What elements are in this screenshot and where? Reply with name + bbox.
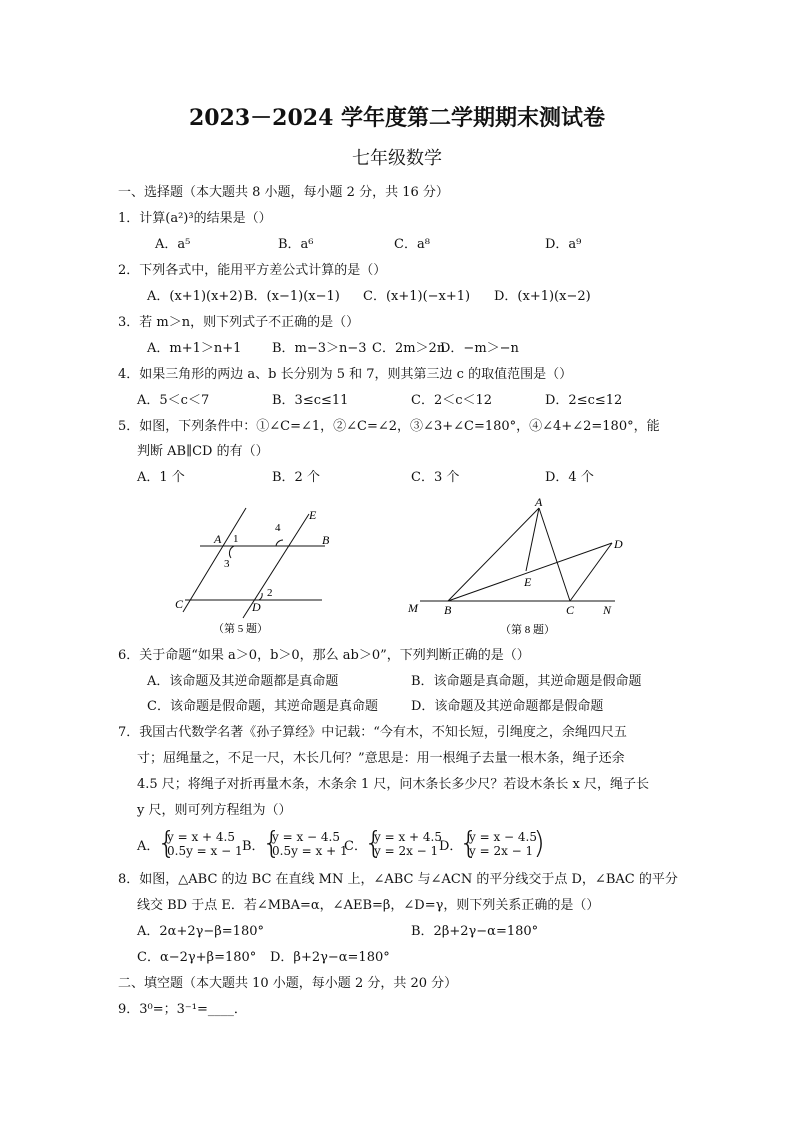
- section-heading-fill: 二、填空题（本大题共 10 小题，每小题 2 分，共 20 分）: [118, 976, 458, 991]
- q7-option-a-label: A．: [137, 839, 160, 854]
- q8-option-b: B．2β+2γ−α=180°: [411, 924, 539, 939]
- q1-option-a: A．a⁵: [155, 237, 191, 252]
- section-heading-choice: 一、选择题（本大题共 8 小题，每小题 2 分，共 16 分）: [118, 185, 449, 200]
- transversal-left: [183, 508, 246, 612]
- q5-option-d: D．4 个: [545, 470, 594, 485]
- q6-option-a: A．该命题及其逆命题都是真命题: [147, 674, 339, 689]
- fig8-label-n: N: [603, 603, 612, 617]
- fig8-label-m: M: [408, 601, 418, 615]
- q8-option-d: D．β+2γ−α=180°: [270, 950, 390, 965]
- angle-arc-3: [229, 546, 234, 558]
- segment-ae: [526, 508, 539, 571]
- fig8-label-a: A: [535, 495, 543, 509]
- q1-option-d: D．a⁹: [545, 237, 582, 252]
- equation-1: y = x + 4.5: [167, 830, 235, 844]
- q7-option-b-label: B．: [242, 839, 265, 854]
- fig5-label-a: A: [214, 532, 222, 546]
- q6-option-b: B．该命题是真命题，其逆命题是假命题: [411, 674, 642, 689]
- q7-option-c-system: [366, 830, 442, 858]
- question-1-stem: 1．计算(a²)³的结果是（）: [118, 211, 272, 226]
- fig5-label-1: 1: [233, 533, 239, 545]
- q4-option-c: C．2＜c＜12: [411, 393, 493, 408]
- equation-1: y = x + 4.5: [374, 830, 442, 844]
- q2-option-b: B．(x−1)(x−1): [244, 289, 340, 304]
- q5-option-b: B．2 个: [272, 470, 320, 485]
- q2-option-a: A．(x+1)(x+2): [147, 289, 243, 304]
- fig5-label-4: 4: [275, 522, 281, 534]
- equation-system: [159, 830, 243, 858]
- fig8-label-c: C: [566, 603, 575, 617]
- q5-option-a: A．1 个: [137, 470, 185, 485]
- q2-option-c: C．(x+1)(−x+1): [363, 289, 471, 304]
- question-3-stem: 3．若 m＞n，则下列式子不正确的是（）: [118, 315, 360, 330]
- question-9-stem: 9．3⁰=；3⁻¹=____．: [118, 1002, 247, 1017]
- q3-option-c: C．2m＞2n: [372, 341, 446, 356]
- q7-option-b-system: [264, 830, 348, 858]
- equation-2: y = 2x − 1: [469, 844, 534, 858]
- q4-option-a: A．5＜c＜7: [137, 393, 210, 408]
- q7-option-d-system: [461, 830, 537, 858]
- equation-1: y = x − 4.5: [272, 830, 340, 844]
- equation-2: y = 2x − 1: [374, 844, 439, 858]
- fig8-label-b: B: [444, 603, 452, 617]
- q6-option-d: D．该命题及其逆命题都是假命题: [411, 699, 604, 714]
- q5-option-c: C．3 个: [411, 470, 460, 485]
- q7-option-d-label: D．: [439, 839, 463, 854]
- question-4-stem: 4．如果三角形的两边 a、b 长分别为 5 和 7，则其第三边 c 的取值范围是（）: [118, 367, 573, 382]
- fig5-label-2: 2: [267, 587, 273, 599]
- equation-2: 0.5y = x − 1: [167, 844, 243, 858]
- equation-system: [461, 830, 537, 858]
- fig5-label-c: C: [175, 597, 184, 611]
- question-7-line-2: 寸；屈绳量之，不足一尺，木长几何？”意思是：用一根绳子去量一根木条，绳子还余: [137, 751, 625, 766]
- equation-system: [366, 830, 442, 858]
- page-title: 2023－2024 学年度第二学期期末测试卷: [188, 105, 606, 131]
- q7-option-c-label: C．: [344, 839, 367, 854]
- segment-cd: [570, 543, 612, 601]
- angle-arc-4: [276, 540, 283, 546]
- q4-option-b: B．3≤c≤11: [272, 393, 349, 408]
- equation-1: y = x − 4.5: [469, 830, 537, 844]
- fig8-caption: （第 8 题）: [500, 624, 555, 636]
- q7-option-a-system: [159, 830, 243, 858]
- fig5-label-b: B: [322, 533, 330, 547]
- q8-option-c: C．α−2γ+β=180°: [137, 950, 257, 965]
- question-7-line-4: y 尺，则可列方程组为（）: [137, 803, 292, 818]
- fig5-label-3: 3: [224, 558, 230, 570]
- question-5-stem-cont: 判断 AB∥CD 的有（）: [137, 444, 269, 459]
- q3-option-d: D．−m＞−n: [440, 341, 519, 356]
- question-8-line-1: 8．如图，△ABC 的边 BC 在直线 MN 上，∠ABC 与∠ACN 的平分线交于点 D，∠BAC 的平分: [118, 872, 678, 887]
- q8-option-a: A．2α+2γ−β=180°: [137, 924, 264, 939]
- equation-2: 0.5y = x + 1: [272, 844, 348, 858]
- angle-arc-2: [259, 593, 262, 600]
- q3-option-a: A．m+1＞n+1: [147, 341, 242, 356]
- fig8-label-d: D: [614, 537, 623, 551]
- segment-ac: [539, 508, 570, 601]
- q3-option-b: B．m−3＞n−3: [272, 341, 367, 356]
- figure-8: [400, 495, 640, 640]
- question-8-line-2: 线交 BD 于点 E．若∠MBA=α，∠AEB=β，∠D=γ，则下列关系正确的是（）: [137, 898, 600, 913]
- fig5-label-e: E: [309, 508, 317, 522]
- question-2-stem: 2．下列各式中，能用平方差公式计算的是（）: [118, 263, 387, 278]
- q2-option-d: D．(x+1)(x−2): [494, 289, 591, 304]
- equation-system: [264, 830, 348, 858]
- fig5-caption: （第 5 题）: [213, 623, 268, 635]
- figure-5: [165, 500, 340, 640]
- question-6-stem: 6．关于命题“如果 a＞0，b＞0，那么 ab＞0”，下列判断正确的是（）: [118, 648, 530, 663]
- page-subtitle: 七年级数学: [352, 148, 442, 169]
- question-5-stem: 5．如图，下列条件中：①∠C=∠1，②∠C=∠2，③∠3+∠C=180°，④∠4+∠2=180°，能: [118, 419, 660, 434]
- q6-option-c: C．该命题是假命题，其逆命题是真命题: [147, 699, 378, 714]
- fig8-label-e: E: [524, 575, 532, 589]
- fig5-label-d: D: [252, 600, 261, 614]
- q1-option-c: C．a⁸: [394, 237, 430, 252]
- q1-option-b: B．a⁶: [278, 237, 314, 252]
- question-7-line-1: 7．我国古代数学名著《孙子算经》中记载：“今有木，不知长短，引绳度之，余绳四尺五: [118, 725, 627, 740]
- question-7-line-3: 4.5 尺；将绳子对折再量木条，木条余 1 尺，问木条长多少尺？若设木条长 x 尺，绳子长: [137, 777, 649, 792]
- q4-option-d: D．2≤c≤12: [545, 393, 623, 408]
